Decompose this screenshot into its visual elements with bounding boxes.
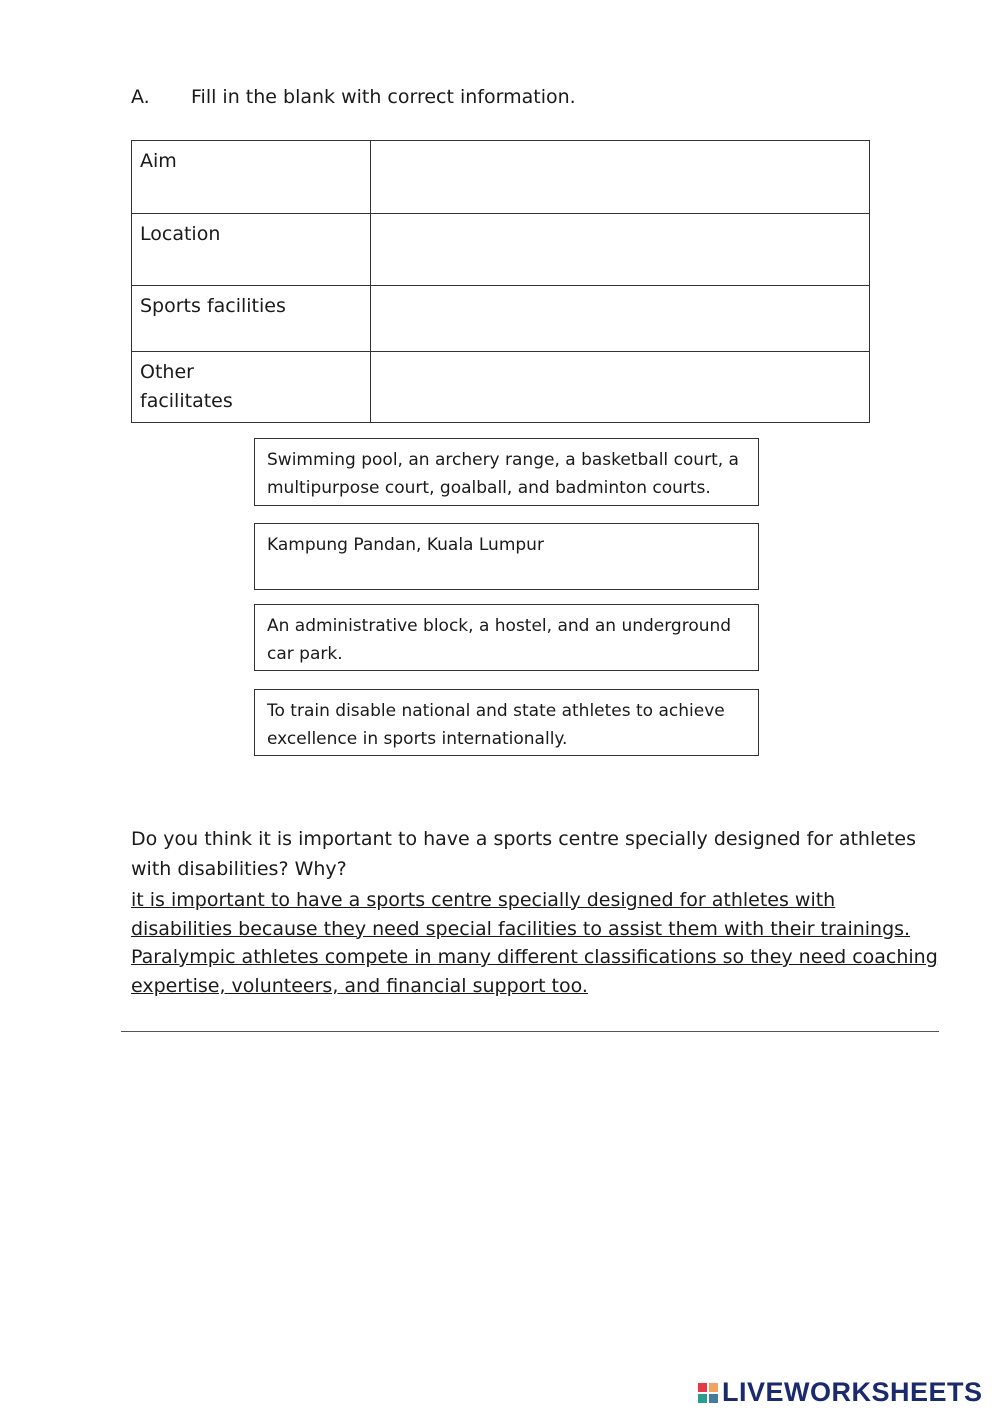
table-row xyxy=(132,141,870,214)
row-label-other-facilitates: Other facilitates xyxy=(132,352,371,423)
liveworksheets-logo xyxy=(698,1377,983,1408)
blank-aim[interactable] xyxy=(371,141,870,214)
instruction-letter: A. xyxy=(131,86,150,108)
table-row xyxy=(132,352,870,423)
option-sports-facilities[interactable]: Swimming pool, an archery range, a basketball court, a multipurpose court, goalball, and badminton courts. xyxy=(254,438,759,506)
row-label-sports-facilities: Sports facilities xyxy=(132,286,371,352)
divider xyxy=(121,1031,939,1032)
blank-sports-facilities[interactable] xyxy=(371,286,870,352)
option-aim[interactable]: To train disable national and state athletes to achieve excellence in sports internationally. xyxy=(254,689,759,756)
logo-mark-icon xyxy=(698,1383,718,1403)
blank-location[interactable] xyxy=(371,214,870,286)
option-location[interactable]: Kampung Pandan, Kuala Lumpur xyxy=(254,523,759,590)
logo-text: LIVEWORKSHEETS xyxy=(722,1377,983,1407)
table-row xyxy=(132,286,870,352)
answer-text[interactable]: it is important to have a sports centre specially designed for athletes with disabilities because they need special facilities to assist them with their trainings. Paralympic athletes compete in many different classifications so they need coaching expertise, volunteers, and financial support too. xyxy=(131,889,938,997)
table-row xyxy=(132,214,870,286)
question-text: Do you think it is important to have a sports centre specially designed for athletes with disabilities? Why? xyxy=(131,828,916,880)
blank-other-facilitates[interactable] xyxy=(371,352,870,423)
option-other-facilities[interactable]: An administrative block, a hostel, and an underground car park. xyxy=(254,604,759,671)
row-label-location: Location xyxy=(132,214,371,286)
fill-in-table xyxy=(131,140,870,423)
instruction xyxy=(131,86,576,108)
instruction-text: Fill in the blank with correct information. xyxy=(191,86,576,108)
row-label-aim: Aim xyxy=(132,141,371,214)
